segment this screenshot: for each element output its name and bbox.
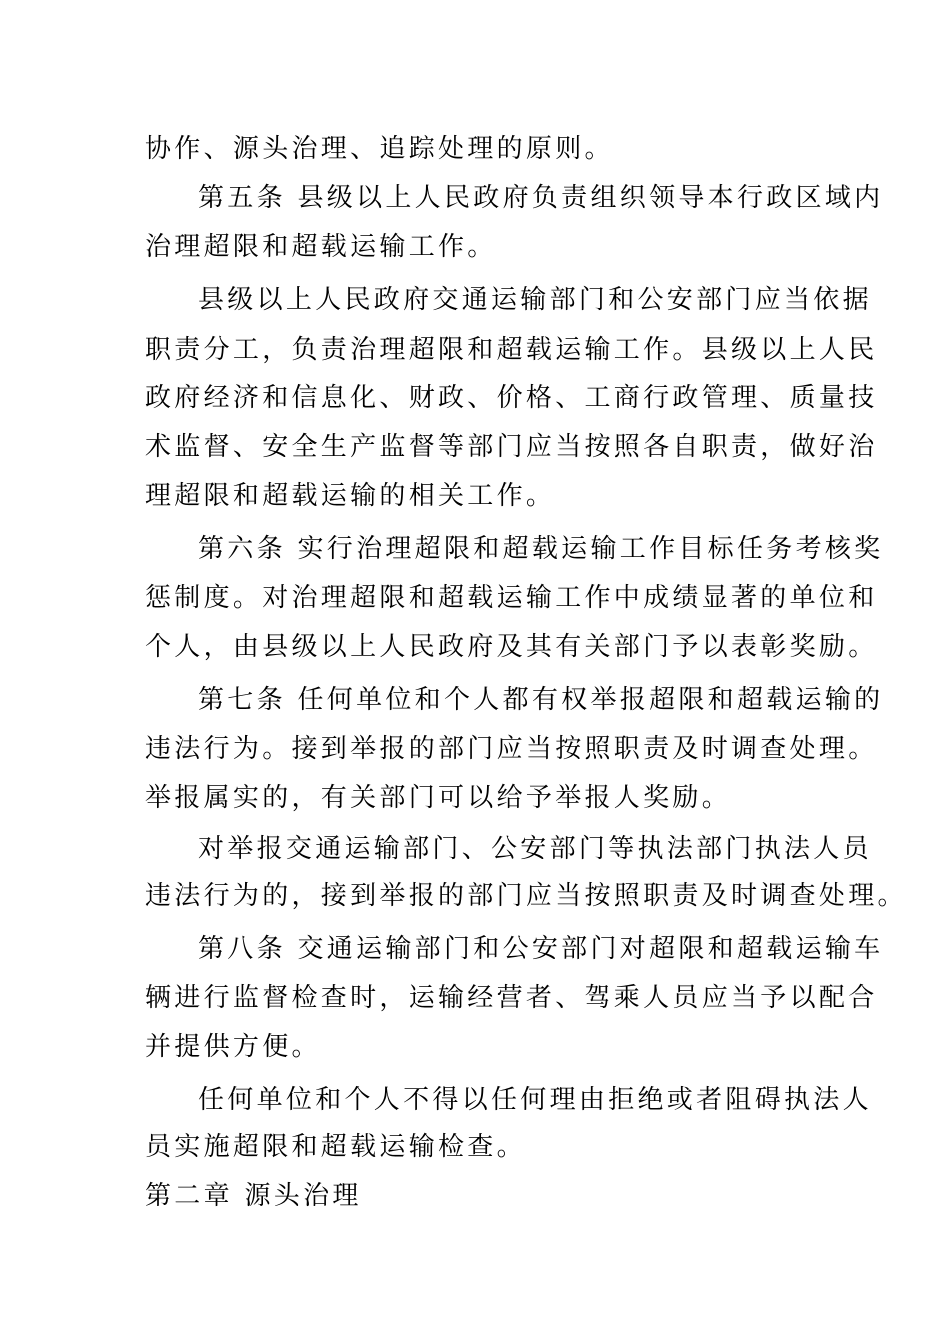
text-line: 政府经济和信息化、财政、价格、工商行政管理、质量技: [145, 383, 878, 413]
text-line: 理超限和超载运输的相关工作。: [145, 481, 556, 511]
article-5-heading-line: 第五条 县级以上人民政府负责组织领导本行政区域内: [198, 183, 884, 213]
paragraph-start-line: 县级以上人民政府交通运输部门和公安部门应当依据: [198, 285, 872, 315]
text-line: 术监督、安全生产监督等部门应当按照各自职责，做好治: [145, 432, 878, 462]
text-line: 举报属实的，有关部门可以给予举报人奖励。: [145, 783, 732, 813]
article-6-heading-line: 第六条 实行治理超限和超载运输工作目标任务考核奖: [198, 534, 884, 564]
text-line: 违法行为的，接到举报的部门应当按照职责及时调查处理。: [145, 881, 907, 911]
paragraph-start-line: 任何单位和个人不得以任何理由拒绝或者阻碍执法人: [198, 1085, 872, 1115]
text-line: 辆进行监督检查时，运输经营者、驾乘人员应当予以配合: [145, 983, 878, 1013]
chapter-heading: 第二章 源头治理: [145, 1181, 362, 1211]
text-line: 违法行为。接到举报的部门应当按照职责及时调查处理。: [145, 734, 878, 764]
article-7-heading-line: 第七条 任何单位和个人都有权举报超限和超载运输的: [198, 685, 884, 715]
text-line: 并提供方便。: [145, 1032, 321, 1062]
text-line: 协作、源头治理、追踪处理的原则。: [145, 134, 614, 164]
text-line: 个人，由县级以上人民政府及其有关部门予以表彰奖励。: [145, 632, 878, 662]
article-8-heading-line: 第八条 交通运输部门和公安部门对超限和超载运输车: [198, 934, 884, 964]
text-line: 员实施超限和超载运输检查。: [145, 1132, 526, 1162]
paragraph-start-line: 对举报交通运输部门、公安部门等执法部门执法人员: [198, 834, 872, 864]
text-line: 职责分工，负责治理超限和超载运输工作。县级以上人民: [145, 335, 878, 365]
text-line: 惩制度。对治理超限和超载运输工作中成绩显著的单位和: [145, 583, 878, 613]
text-line: 治理超限和超载运输工作。: [145, 232, 497, 262]
